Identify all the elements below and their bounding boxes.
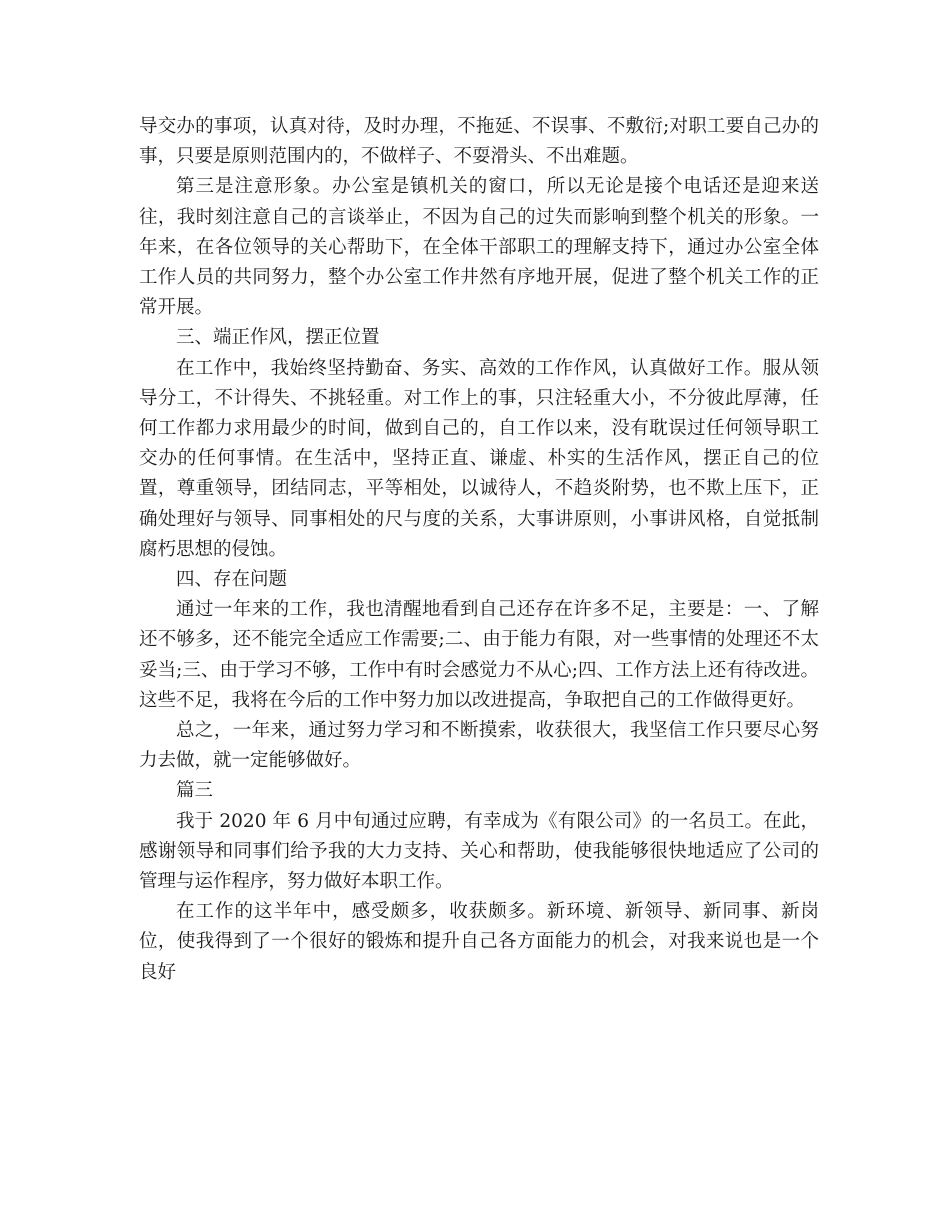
paragraph-half-year: 在工作的这半年中，感受颇多，收获颇多。新环境、新领导、新同事、新岗位，使我得到了一个很好的锻炼和提升自己各方面能力的机会，对我来说也是一个良好: [139, 901, 819, 983]
document-body: [139, 112, 819, 988]
part-heading-3: 篇三: [176, 780, 214, 802]
section-heading-4: 四、存在问题: [176, 569, 288, 591]
paragraph-continuation: 导交办的事项，认真对待，及时办理，不拖延、不误事、不敷衍;对职工要自己办的事，只要是原则范围内的，不做样子、不耍滑头、不出难题。: [139, 116, 819, 168]
paragraph-problems: 通过一年来的工作，我也清醒地看到自己还存在许多不足，主要是：一、了解还不够多，还不能完全适应工作需要;二、由于能力有限，对一些事情的处理还不太妥当;三、由于学习不够，工作中有时会感觉力不从心;四、工作方法上还有待改进。这些不足，我将在今后的工作中努力加以改进提高，争取把自己的工作做得更好。: [139, 599, 819, 711]
paragraph-image-section: 第三是注意形象。办公室是镇机关的窗口，所以无论是接个电话还是迎来送往，我时刻注意自己的言谈举止，不因为自己的过失而影响到整个机关的形象。一年来，在各位领导的关心帮助下，在全体干部职工的理解支持下，通过办公室全体工作人员的共同努力，整个办公室工作井然有序地开展，促进了整个机关工作的正常开展。: [139, 176, 819, 319]
paragraph-intro: 我于 2020 年 6 月中旬通过应聘，有幸成为《有限公司》的一名员工。在此，感谢领导和同事们给予我的大力支持、关心和帮助，使我能够很快地适应了公司的管理与运作程序，努力做好本职工作。: [139, 810, 819, 893]
paragraph-summary: 总之，一年来，通过努力学习和不断摸索，收获很大，我坚信工作只要尽心努力去做，就一定能够做好。: [139, 720, 819, 772]
paragraph-work-style: 在工作中，我始终坚持勤奋、务实、高效的工作作风，认真做好工作。服从领导分工，不计得失、不挑轻重。对工作上的事，只注轻重大小，不分彼此厚薄，任何工作都力求用最少的时间，做到自己的，自工作以来，没有耽误过任何领导职工交办的任何事情。在生活中，坚持正直、谦虚、朴实的生活作风，摆正自己的位置，尊重领导，团结同志，平等相处，以诚待人，不趋炎附势，也不欺上压下，正确处理好与领导、同事相处的尺与度的关系，大事讲原则，小事讲风格，自觉抵制腐朽思想的侵蚀。: [139, 357, 819, 560]
section-heading-3: 三、端正作风，摆正位置: [176, 327, 380, 349]
